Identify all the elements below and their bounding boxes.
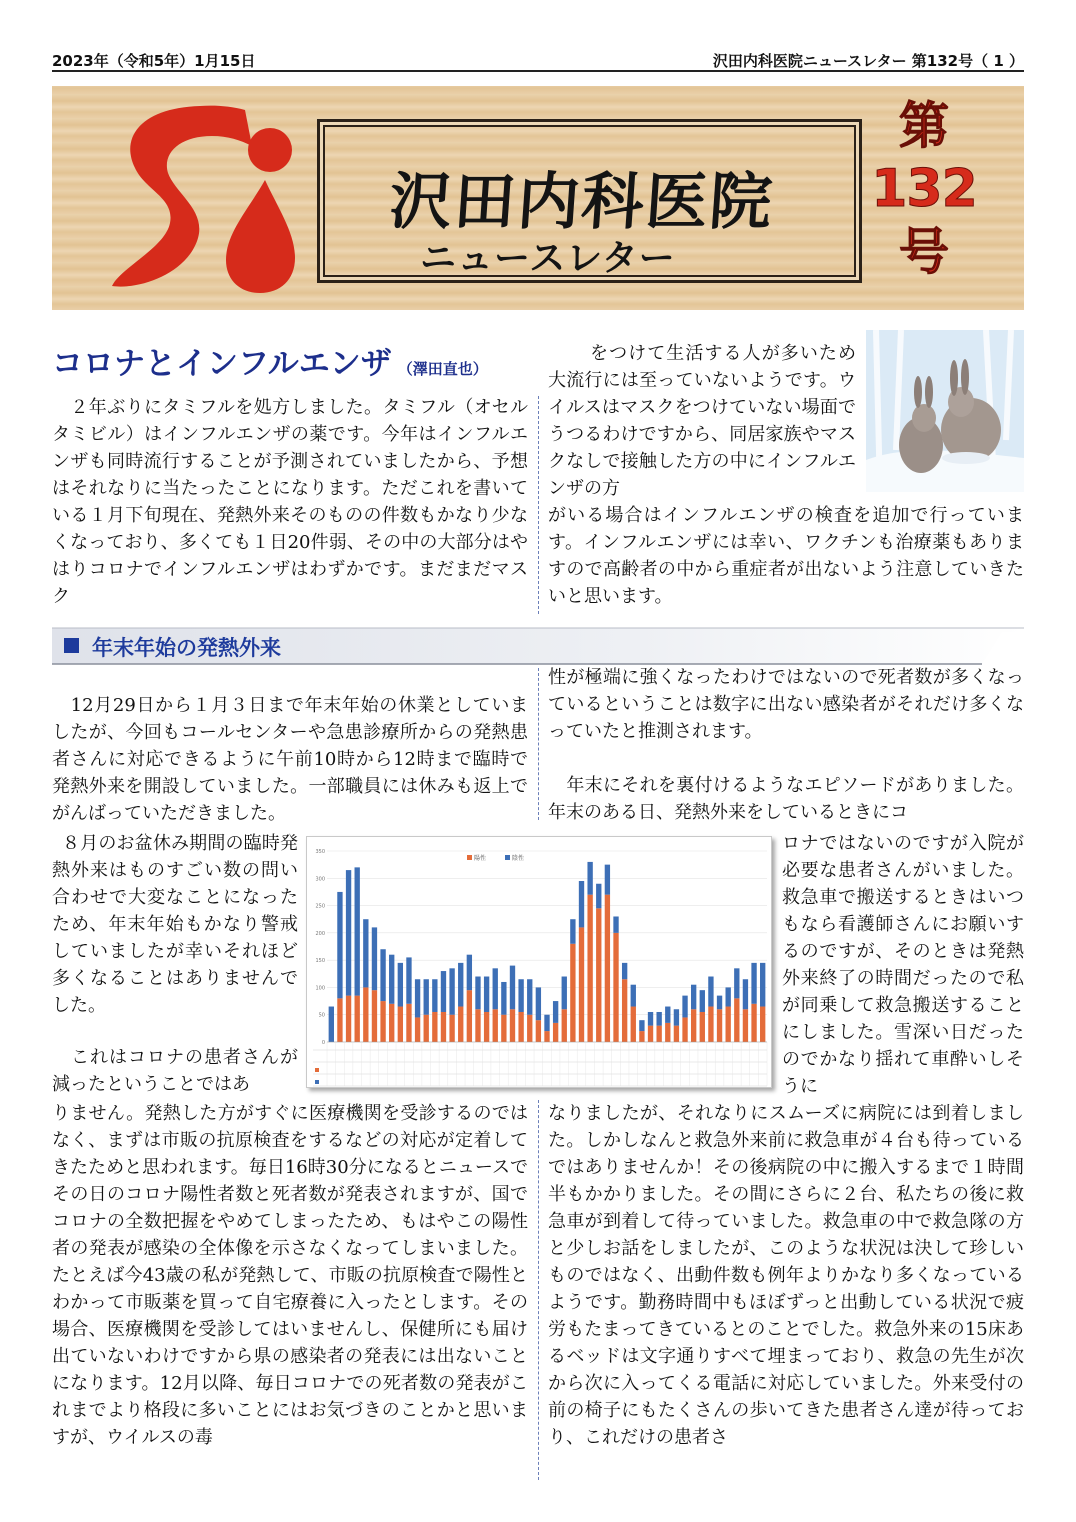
chart-bar-positive (605, 895, 610, 1042)
chart-bar-negative (510, 966, 515, 1010)
chart-bar-positive (587, 895, 592, 1042)
title-plaque (317, 119, 862, 283)
chart-bar-positive (363, 987, 368, 1042)
chart-bar-positive (398, 1007, 403, 1042)
chart-y-tick-label: 250 (315, 903, 325, 910)
chart-bar-negative (372, 927, 377, 990)
article1-right-text-wide: がいる場合はインフルエンザの検査を追加で行っています。インフルエンザには幸い、ワクチンも治療薬もありますので高齢者の中から重症者が出ないよう注意していきたいと思います。 (548, 505, 1024, 607)
fever-outpatient-chart (306, 836, 772, 1088)
article-author: （澤田直也） (397, 360, 488, 378)
chart-bar-negative (562, 977, 567, 1010)
chart-bar-positive (656, 1026, 661, 1042)
chart-y-tick-label: 0 (321, 1040, 325, 1046)
chart-y-tick-label: 300 (315, 876, 325, 883)
masthead-subtitle: ニュースレター (420, 238, 676, 279)
chart-bar-negative (458, 963, 463, 1007)
issue-suffix: 号 (899, 223, 949, 281)
chart-bar-positive (406, 1004, 411, 1042)
chart-bar-positive (493, 1009, 498, 1042)
chart-bar-positive (639, 1031, 644, 1042)
chart-legend-swatch (467, 855, 472, 860)
section2-left-p3b: りません。発熱した方がすぐに医療機関を受診するのではなく、まずは市販の抗原検査をするなどの対応が定着してきたためと思われます。毎日16時30分になるとニュースでその日のコロナ陽性者数と死者数が発表されますが、国でコロナの全数把握をやめてしまったため、もはやこの陽性者の発表が感染の全体像を示さなくなってしまいました。たとえば今43歳の私が発熱して、市販の抗原検査で陽性とわかって市販薬を買って自宅療養に入ったとします。その場合、医療機関を受診してはいませんし、保健所にも届け出ていないわけですから県の感染者の発表には出ないことになります。12月以降、毎日コロナでの死者数の発表がこれまでより格段に多いことにはお気づきのことかと思いますが、ウイルスの毒 (52, 1103, 528, 1448)
chart-bar-positive (760, 1007, 765, 1042)
chart-table-row-swatch (315, 1080, 319, 1084)
chart-bar-negative (743, 979, 748, 1009)
section2-left-p3a: これはコロナの患者さんが減ったということではあ (52, 1047, 298, 1095)
chart-bar-negative (501, 982, 506, 1015)
section-bullet-icon (64, 638, 79, 653)
chart-bar-negative (605, 865, 610, 895)
chart-bar-negative (475, 977, 480, 1010)
chart-bar-negative (760, 963, 765, 1007)
article-title (52, 338, 488, 383)
chart-bar-positive (734, 998, 739, 1042)
chart-bar-negative (398, 963, 403, 1007)
chart-bar-negative (441, 971, 446, 1012)
chart-bar-negative (622, 963, 627, 979)
chart-y-tick-label: 200 (315, 930, 325, 937)
chart-bar-negative (726, 987, 731, 1006)
section2-right-p2: 年末にそれを裏付けるようなエピソードがありました。年末のある日、発熱外来をしているときにコ (548, 775, 1024, 823)
chart-bar-positive (458, 1007, 463, 1042)
chart-bar-negative (346, 870, 351, 996)
chart-y-tick-label: 50 (318, 1012, 325, 1019)
chart-bar-negative (493, 968, 498, 1009)
chart-bar-negative (682, 996, 687, 1018)
chart-bar-negative (527, 979, 532, 1014)
chart-bar-negative (587, 862, 592, 895)
issue-number-block (854, 96, 994, 282)
chart-bar-positive (346, 996, 351, 1042)
chart-bar-positive (501, 1015, 506, 1042)
chart-bar-negative (656, 1012, 661, 1026)
snow-rabbit-illustration (866, 330, 1024, 492)
chart-bar-negative (467, 955, 472, 990)
chart-bar-positive (631, 1007, 636, 1042)
chart-table-row-swatch (315, 1068, 319, 1072)
chart-bar-positive (380, 1001, 385, 1042)
chart-bar-positive (700, 1012, 705, 1042)
chart-bar-negative (355, 867, 360, 995)
chart-bar-positive (570, 944, 575, 1042)
chart-bar-positive (622, 979, 627, 1042)
masthead-title: 沢田内科医院 (387, 165, 777, 238)
chart-bar-positive (726, 1007, 731, 1042)
chart-bar-negative (363, 919, 368, 987)
article1-left-text: ２年ぶりにタミフルを処方しました。タミフル（オセルタミビル）はインフルエンザの薬です。今年はインフルエンザも同時流行することが予測されていましたから、予想はそれなりに当たったことになります。ただこれを書いている１月下旬現在、発熱外来そのものの件数もかなり少なくなっており、多くても１日20件弱、その中の大部分はやはりコロナでインフルエンザはわずかです。まだまだマスク (52, 397, 528, 607)
chart-bar-positive (544, 1031, 549, 1042)
chart-legend-swatch (505, 855, 510, 860)
chart-bar-positive (536, 1020, 541, 1042)
chart-bar-positive (441, 1012, 446, 1042)
chart-bar-negative (544, 1015, 549, 1031)
chart-bar-positive (751, 1004, 756, 1042)
chart-bar-negative (700, 990, 705, 1012)
chart-bar-negative (708, 977, 713, 1007)
chart-bar-positive (467, 990, 472, 1042)
chart-bar-positive (691, 1009, 696, 1042)
column-divider-upper (538, 668, 539, 820)
chart-bar-positive (355, 996, 360, 1042)
chart-bar-positive (562, 1009, 567, 1042)
chart-svg (307, 837, 773, 1089)
chart-bar-positive (665, 1023, 670, 1042)
chart-bar-negative (337, 892, 342, 998)
newsletter-issue-label: 沢田内科医院ニュースレター 第132号（ 1 ） (712, 52, 1024, 70)
chart-bar-negative (717, 996, 722, 1010)
section-title: 年末年始の発熱外来 (92, 636, 281, 660)
chart-bar-positive (484, 1012, 489, 1042)
chart-bar-negative (579, 881, 584, 927)
chart-bar-negative (518, 979, 523, 1012)
issue-date: 2023年（令和5年）1月15日 (52, 52, 256, 70)
chart-bar-positive (424, 1015, 429, 1042)
column-divider-lower (538, 1100, 539, 1480)
chart-bar-positive (432, 1012, 437, 1042)
chart-bar-positive (372, 990, 377, 1042)
chart-bar-positive (682, 1017, 687, 1042)
column-divider (538, 396, 539, 614)
clinic-logo-icon (80, 98, 310, 298)
chart-y-tick-label: 100 (315, 985, 325, 992)
chart-bar-negative (751, 963, 756, 1004)
chart-bar-positive (337, 998, 342, 1042)
chart-bar-positive (510, 1009, 515, 1042)
chart-bar-positive (674, 1026, 679, 1042)
chart-bar-negative (596, 884, 601, 909)
chart-bar-positive (527, 1015, 532, 1042)
chart-y-tick-label: 150 (315, 958, 325, 965)
chart-bar-positive (717, 1009, 722, 1042)
chart-bar-negative (734, 968, 739, 998)
chart-bar-positive (449, 1015, 454, 1042)
chart-bar-positive (613, 933, 618, 1042)
chart-bar-negative (674, 1009, 679, 1025)
chart-bar-positive (518, 1012, 523, 1042)
section2-right-p1: 性が極端に強くなったわけではないので死者数が多くなっているということは数字に出ない感染者がそれだけ多くなっていたと推測されます。 (548, 667, 1024, 742)
chart-legend-label: 陽性 (474, 855, 487, 862)
chart-bar-negative (553, 1001, 558, 1023)
chart-bar-positive (743, 1009, 748, 1042)
chart-bar-negative (570, 919, 575, 944)
chart-bar-negative (648, 1012, 653, 1026)
chart-bar-negative (484, 977, 489, 1012)
chart-bar-positive (415, 1017, 420, 1042)
chart-bar-negative (449, 968, 454, 1014)
chart-bar-positive (475, 1009, 480, 1042)
chart-bar-negative (691, 985, 696, 1010)
chart-bar-positive (389, 1004, 394, 1042)
chart-bar-negative (613, 916, 618, 932)
chart-bar-negative (432, 979, 437, 1012)
section2-left-p1: 12月29日から１月３日まで年末年始の休業としていましたが、今回もコールセンターや急患診療所からの発熱患者さんに対応できるように午前10時から12時まで臨時で発熱外来を開設していました。一部職員には休みも返上でがんばっていただきました。 (52, 695, 528, 824)
chart-bar-positive (553, 1023, 558, 1042)
chart-bar-positive (648, 1026, 653, 1042)
chart-bar-negative (631, 985, 636, 1007)
chart-bar-negative (380, 949, 385, 1001)
chart-bar-negative (424, 979, 429, 1014)
chart-bar-positive (596, 908, 601, 1042)
chart-bar-negative (665, 1007, 670, 1023)
section2-left-p2: ８月のお盆休み期間の臨時発熱外来はものすごい数の問い合わせで大変なことになったため、年末年始もかなり警戒していましたが幸いそれほど多くなることはありませんでした。 (52, 833, 298, 1016)
chart-bar-negative (406, 957, 411, 1003)
chart-bar-negative (329, 1007, 334, 1042)
chart-y-tick-label: 350 (315, 849, 325, 855)
chart-bar-positive (708, 1007, 713, 1042)
issue-number: 132 (871, 159, 977, 219)
article-title-text: コロナとインフルエンザ (52, 346, 392, 382)
chart-bar-negative (415, 979, 420, 1017)
article1-right-text-narrow: をつけて生活する人が多いため大流行には至っていないようです。ウイルスはマスクをつけていない場面でうつるわけですから、同居家族やマスクなしで接触した方の中にインフルエンザの方 (548, 343, 856, 499)
chart-bar-negative (639, 1020, 644, 1031)
section2-right-p2-wide: なりましたが、それなりにスムーズに病院には到着しました。しかしなんと救急外来前に救急車が４台も待っているではありませんか！その後病院の中に搬入するまで１時間半もかかりました。その間にさらに２台、私たちの後に救急車が到着して待っていました。救急車の中で救急隊の方と少しお話をしましたが、このような状況は決して珍しいものではなく、出動件数も例年よりかなり多くなっているようです。勤務時間中もほぼずっと出動している状況で疲労もたまってきているとのことでした。救急外来の15床あるベッドは文字通りすべて埋まっており、救急の先生が次から次に入ってくる電話に対応していました。外来受付の前の椅子にもたくさんの歩いてきた患者さん達が待っており、これだけの患者さ (548, 1103, 1024, 1448)
chart-bar-negative (536, 987, 541, 1020)
masthead (52, 86, 1024, 310)
chart-bar-negative (389, 955, 394, 1004)
section-header (52, 626, 1024, 666)
section2-right-p2-narrow: ロナではないのですが入院が必要な患者さんがいました。救急車で搬送するときはいつもなら看護師さんにお願いするのですが、そのときは発熱外来終了の時間だったので私が同乗して救急搬送することにしました。雪深い日だったのでかなり揺れて車酔いしそうに (782, 833, 1024, 1097)
chart-bar-positive (579, 927, 584, 1042)
page-header-line (52, 48, 1024, 72)
issue-prefix: 第 (899, 97, 949, 155)
chart-legend-label: 陰性 (512, 855, 525, 862)
